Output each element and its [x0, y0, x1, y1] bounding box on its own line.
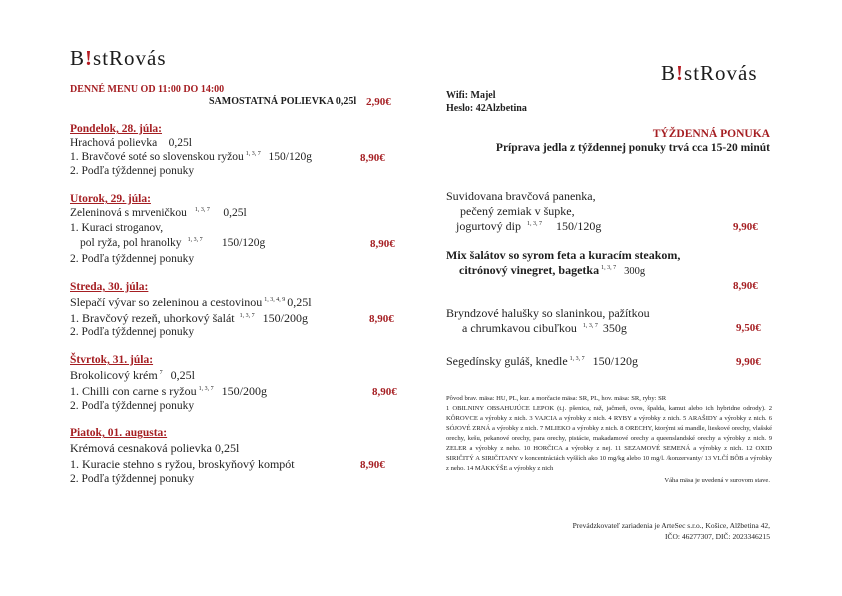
item-name: 1. Bravčový rezeň, uhorkový šalát [70, 311, 235, 325]
logo-left [70, 46, 167, 71]
soup-size: 0,25l [214, 441, 240, 455]
day-item1: 1. Kuracie stehno s ryžou, broskyňový kompót [70, 457, 295, 471]
day-item1-continued [80, 237, 265, 249]
wifi-password: Heslo: 42Alzbetina [446, 103, 527, 114]
wifi-name: Wifi: Majel [446, 90, 496, 101]
item-line [459, 263, 645, 278]
item-name: 1. Bravčové soté so slovenskou ryžou [70, 151, 244, 163]
item-name: pol ryža, pol hranolky [80, 237, 182, 249]
separate-soup-price: 2,90€ [366, 96, 391, 108]
weekly-offer-title: TÝŽDENNÁ PONUKA [652, 128, 770, 140]
item-weight: 150/120g [268, 151, 312, 163]
company-ids: IČO: 46277307, DIČ: 2023346215 [665, 532, 770, 541]
weight-note: Váha mäsa je uvedená v surovom stave. [664, 477, 770, 484]
day-item2: 2. Podľa týždennej ponuky [70, 326, 195, 338]
allergen-codes: 1, 3, 7 [198, 386, 214, 392]
logo-text: B [661, 61, 677, 85]
allergen-codes: 1, 3, 7 [527, 221, 542, 227]
allergen-list: 1 OBILNINY OBSAHUJÚCE LEPOK (t.j. pšenica, raž, jačmeň, ovos, špalda, kamut alebo ich hybridne odrody). 2 KÔROVCE a výrobky z nich. 3 VAJCIA a výrobky z nich. 4 RYBY a výrobky z nich. 5 ARAŠIDY a výrobky z nich. 6 SÓJOVÉ ZRNÁ a výrobky z nich. 7 MLIEKO a výrobky z nich. 8 ORECHY, ktorými sú mandle, lieskové orechy, vlašské orechy, kešu, pekanové orechy, para orechy, pistácie, makadamové orechy a queenslandské orechy a výrobky z nich. 9 ZELER a výrobky z neho. 10 HORČICA a výrobky z nej. 11 SEZAMOVÉ SEMENÁ a výrobky z nich. 12 OXID SIRIČITÝ A SIRIČITANY v koncentráciách vyšších ako 10 mg/kg alebo 10 mg/l. /konzervanty/ 13 VLČÍ BÔB a výrobky z neho. 14 MÄKKÝŠE a výrobky z nich [446, 405, 772, 472]
item-line: pečený zemiak v šupke, [460, 204, 575, 218]
item-price: 8,90€ [733, 280, 758, 292]
day-item2: 2. Podľa týždennej ponuky [70, 400, 195, 412]
item-price: 8,90€ [372, 386, 397, 398]
day-heading: Utorok, 29. júla: [70, 193, 151, 205]
item-price: 8,90€ [370, 238, 395, 250]
day-item2: 2. Podľa týždennej ponuky [70, 253, 195, 265]
item-price: 8,90€ [360, 459, 385, 471]
day-item1 [70, 311, 308, 326]
operator-info: Prevádzkovateľ zariadenia je ArteSec s.r.o., Košice, Alžbetina 42, [572, 521, 770, 530]
item-name: a chrumkavou cibuľkou [462, 321, 577, 335]
item-weight: 150/120g [221, 237, 266, 249]
soup-name: Hrachová polievka [70, 137, 158, 149]
day-item1 [70, 151, 312, 163]
allergen-codes: 1, 3, 7 [245, 151, 261, 158]
item-price: 9,90€ [736, 356, 761, 368]
allergen-codes: 1, 3, 7 [187, 237, 203, 244]
soup-name: Zeleninová s mrveničkou [70, 207, 187, 219]
logo-bang: ! [85, 46, 94, 70]
day-item1: 1. Kuraci stroganov, [70, 222, 164, 234]
allergen-codes: 1, 3, 7 [194, 207, 210, 214]
day-soup [70, 368, 195, 383]
allergen-codes: 1, 3, 7 [569, 356, 585, 362]
soup-name: Krémová cesnaková polievka [70, 441, 212, 455]
item-price: 8,90€ [369, 313, 394, 325]
day-item2: 2. Podľa týždennej ponuky [70, 473, 195, 485]
item-line [446, 354, 638, 369]
item-weight: 150/200g [221, 384, 267, 398]
day-heading: Pondelok, 28. júla: [70, 123, 163, 135]
day-heading: Štvrtok, 31. júla: [70, 354, 154, 366]
allergen-codes: 1, 3, 7 [582, 323, 598, 329]
day-soup [70, 207, 247, 219]
soup-name: Brokolicový krém [70, 368, 158, 382]
separate-soup-label: SAMOSTATNÁ POLIEVKA 0,25l [209, 96, 357, 107]
logo-bang: ! [676, 61, 685, 85]
item-weight: 150/120g [592, 354, 638, 368]
weekly-offer-note: Príprava jedla z týždennej ponuky trvá cca 15-20 minút [495, 142, 770, 154]
soup-size: 0,25l [168, 137, 192, 149]
soup-size: 0,25l [170, 368, 195, 382]
item-line [462, 321, 627, 336]
logo-right [661, 61, 758, 86]
allergen-codes: 1, 3, 7 [239, 313, 255, 319]
item-price: 8,90€ [360, 152, 385, 164]
logo-text: B [70, 46, 86, 70]
soup-size: 0,25l [223, 207, 247, 219]
allergen-codes: 1, 3, 7 [601, 265, 617, 271]
item-name: Segedínsky guláš, knedle [446, 354, 568, 368]
day-item2: 2. Podľa týždennej ponuky [70, 165, 195, 177]
soup-size: 0,25l [287, 295, 312, 309]
day-heading: Streda, 30. júla: [70, 281, 149, 293]
item-price: 9,90€ [733, 221, 758, 233]
allergen-codes: 7 [159, 370, 163, 376]
day-heading: Piatok, 01. augusta: [70, 427, 168, 439]
item-weight: 150/200g [262, 311, 308, 325]
day-item1 [70, 384, 267, 399]
item-line: Mix šalátov so syrom feta a kuracím steakom, [446, 248, 681, 262]
day-soup [70, 137, 192, 149]
logo-text: stRovás [684, 61, 758, 85]
logo-text: stRovás [93, 46, 167, 70]
item-line: Bryndzové halušky so slaninkou, pažítkou [446, 306, 650, 320]
item-line: Suvidovana bravčová panenka, [446, 189, 596, 203]
item-weight: 300g [624, 266, 646, 277]
daily-menu-title: DENNÉ MENU OD 11:00 DO 14:00 [70, 84, 225, 95]
item-name: jogurtový dip [456, 219, 521, 233]
item-price: 9,50€ [736, 322, 761, 334]
allergen-codes: 1, 3, 4, 9 [264, 297, 286, 303]
item-line [456, 219, 601, 234]
meat-origin: Pôvod brav. mäsa: HU, PL, kur. a morčacie mäsa: SR, PL, hov. mäsa: SR, ryby: SR [446, 395, 667, 402]
day-soup [70, 295, 312, 310]
item-weight: 150/120g [556, 219, 602, 233]
item-name: 1. Chilli con carne s ryžou [70, 384, 197, 398]
day-soup [70, 441, 239, 456]
item-name: citrónový vinegret, bagetka [459, 263, 600, 277]
soup-name: Slepačí vývar so zeleninou a cestovinou [70, 295, 263, 309]
item-weight: 350g [602, 321, 627, 335]
